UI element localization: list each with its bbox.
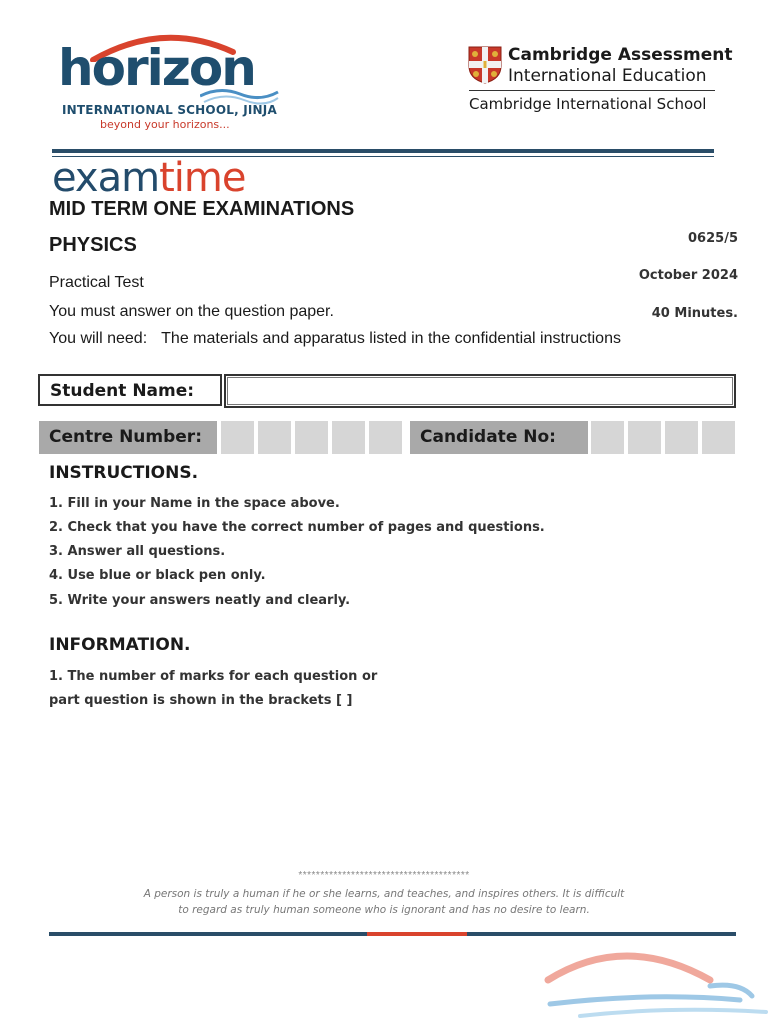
exam-paper-type: Practical Test (49, 274, 144, 291)
horizon-school-name: INTERNATIONAL SCHOOL, JINJA (62, 103, 277, 117)
centre-number-cell[interactable] (258, 421, 291, 454)
centre-number-cell[interactable] (221, 421, 254, 454)
answer-note: You must answer on the question paper. (49, 303, 334, 320)
paper-code: 0625/5 (688, 231, 738, 246)
candidate-number-cell[interactable] (665, 421, 698, 454)
candidate-number-cell[interactable] (591, 421, 624, 454)
examtime-logo (52, 152, 245, 204)
examtime-logo-exam: exam (52, 155, 160, 201)
cambridge-title-line1: Cambridge Assessment (508, 45, 733, 65)
horizon-tagline: beyond your horizons... (100, 118, 230, 131)
materials-label: You will need: (49, 330, 148, 347)
information-heading: INFORMATION. (49, 635, 191, 655)
materials-text: The materials and apparatus listed in the confidential instructions (161, 330, 621, 347)
centre-number-label: Centre Number: (39, 421, 217, 454)
student-name-field[interactable] (224, 374, 736, 408)
candidate-number-label: Candidate No: (410, 421, 588, 454)
centre-number-cell[interactable] (369, 421, 402, 454)
centre-number-cell[interactable] (332, 421, 365, 454)
exam-title: MID TERM ONE EXAMINATIONS (49, 198, 355, 220)
candidate-number-cell[interactable] (702, 421, 735, 454)
instructions-heading: INSTRUCTIONS. (49, 463, 199, 483)
information-line: 1. The number of marks for each question or (49, 669, 378, 684)
cambridge-shield-icon (468, 46, 502, 84)
instruction-item: 3. Answer all questions. (49, 544, 226, 559)
instruction-item: 5. Write your answers neatly and clearly. (49, 593, 351, 608)
student-name-label: Student Name: (38, 374, 222, 406)
student-name-input[interactable] (227, 377, 733, 405)
materials-note (49, 327, 649, 351)
footer-rule-accent (367, 932, 467, 936)
footer-quote-line: to regard as truly human someone who is ignorant and has no desire to learn. (178, 904, 590, 916)
centre-number-cell[interactable] (295, 421, 328, 454)
exam-duration: 40 Minutes. (651, 306, 738, 321)
instruction-item: 1. Fill in your Name in the space above. (49, 496, 340, 511)
footer-quote (140, 886, 628, 918)
cambridge-title-line2: International Education (508, 66, 707, 86)
horizon-logo-wordmark: horizon (58, 39, 255, 97)
corner-decoration (540, 942, 768, 1024)
cambridge-school-label: Cambridge International School (469, 95, 707, 113)
instruction-item: 4. Use blue or black pen only. (49, 568, 266, 583)
information-line: part question is shown in the brackets [ ] (49, 693, 353, 708)
exam-subject: PHYSICS (49, 234, 137, 256)
instruction-item: 2. Check that you have the correct number of pages and questions. (49, 520, 545, 535)
footer-stars: *************************************** (298, 870, 470, 881)
examtime-logo-time: time (159, 155, 246, 201)
cambridge-divider (469, 90, 715, 91)
exam-date: October 2024 (638, 268, 738, 283)
candidate-number-cell[interactable] (628, 421, 661, 454)
footer-quote-line: A person is truly a human if he or she learns, and teaches, and inspires others. It is difficult (143, 888, 625, 900)
